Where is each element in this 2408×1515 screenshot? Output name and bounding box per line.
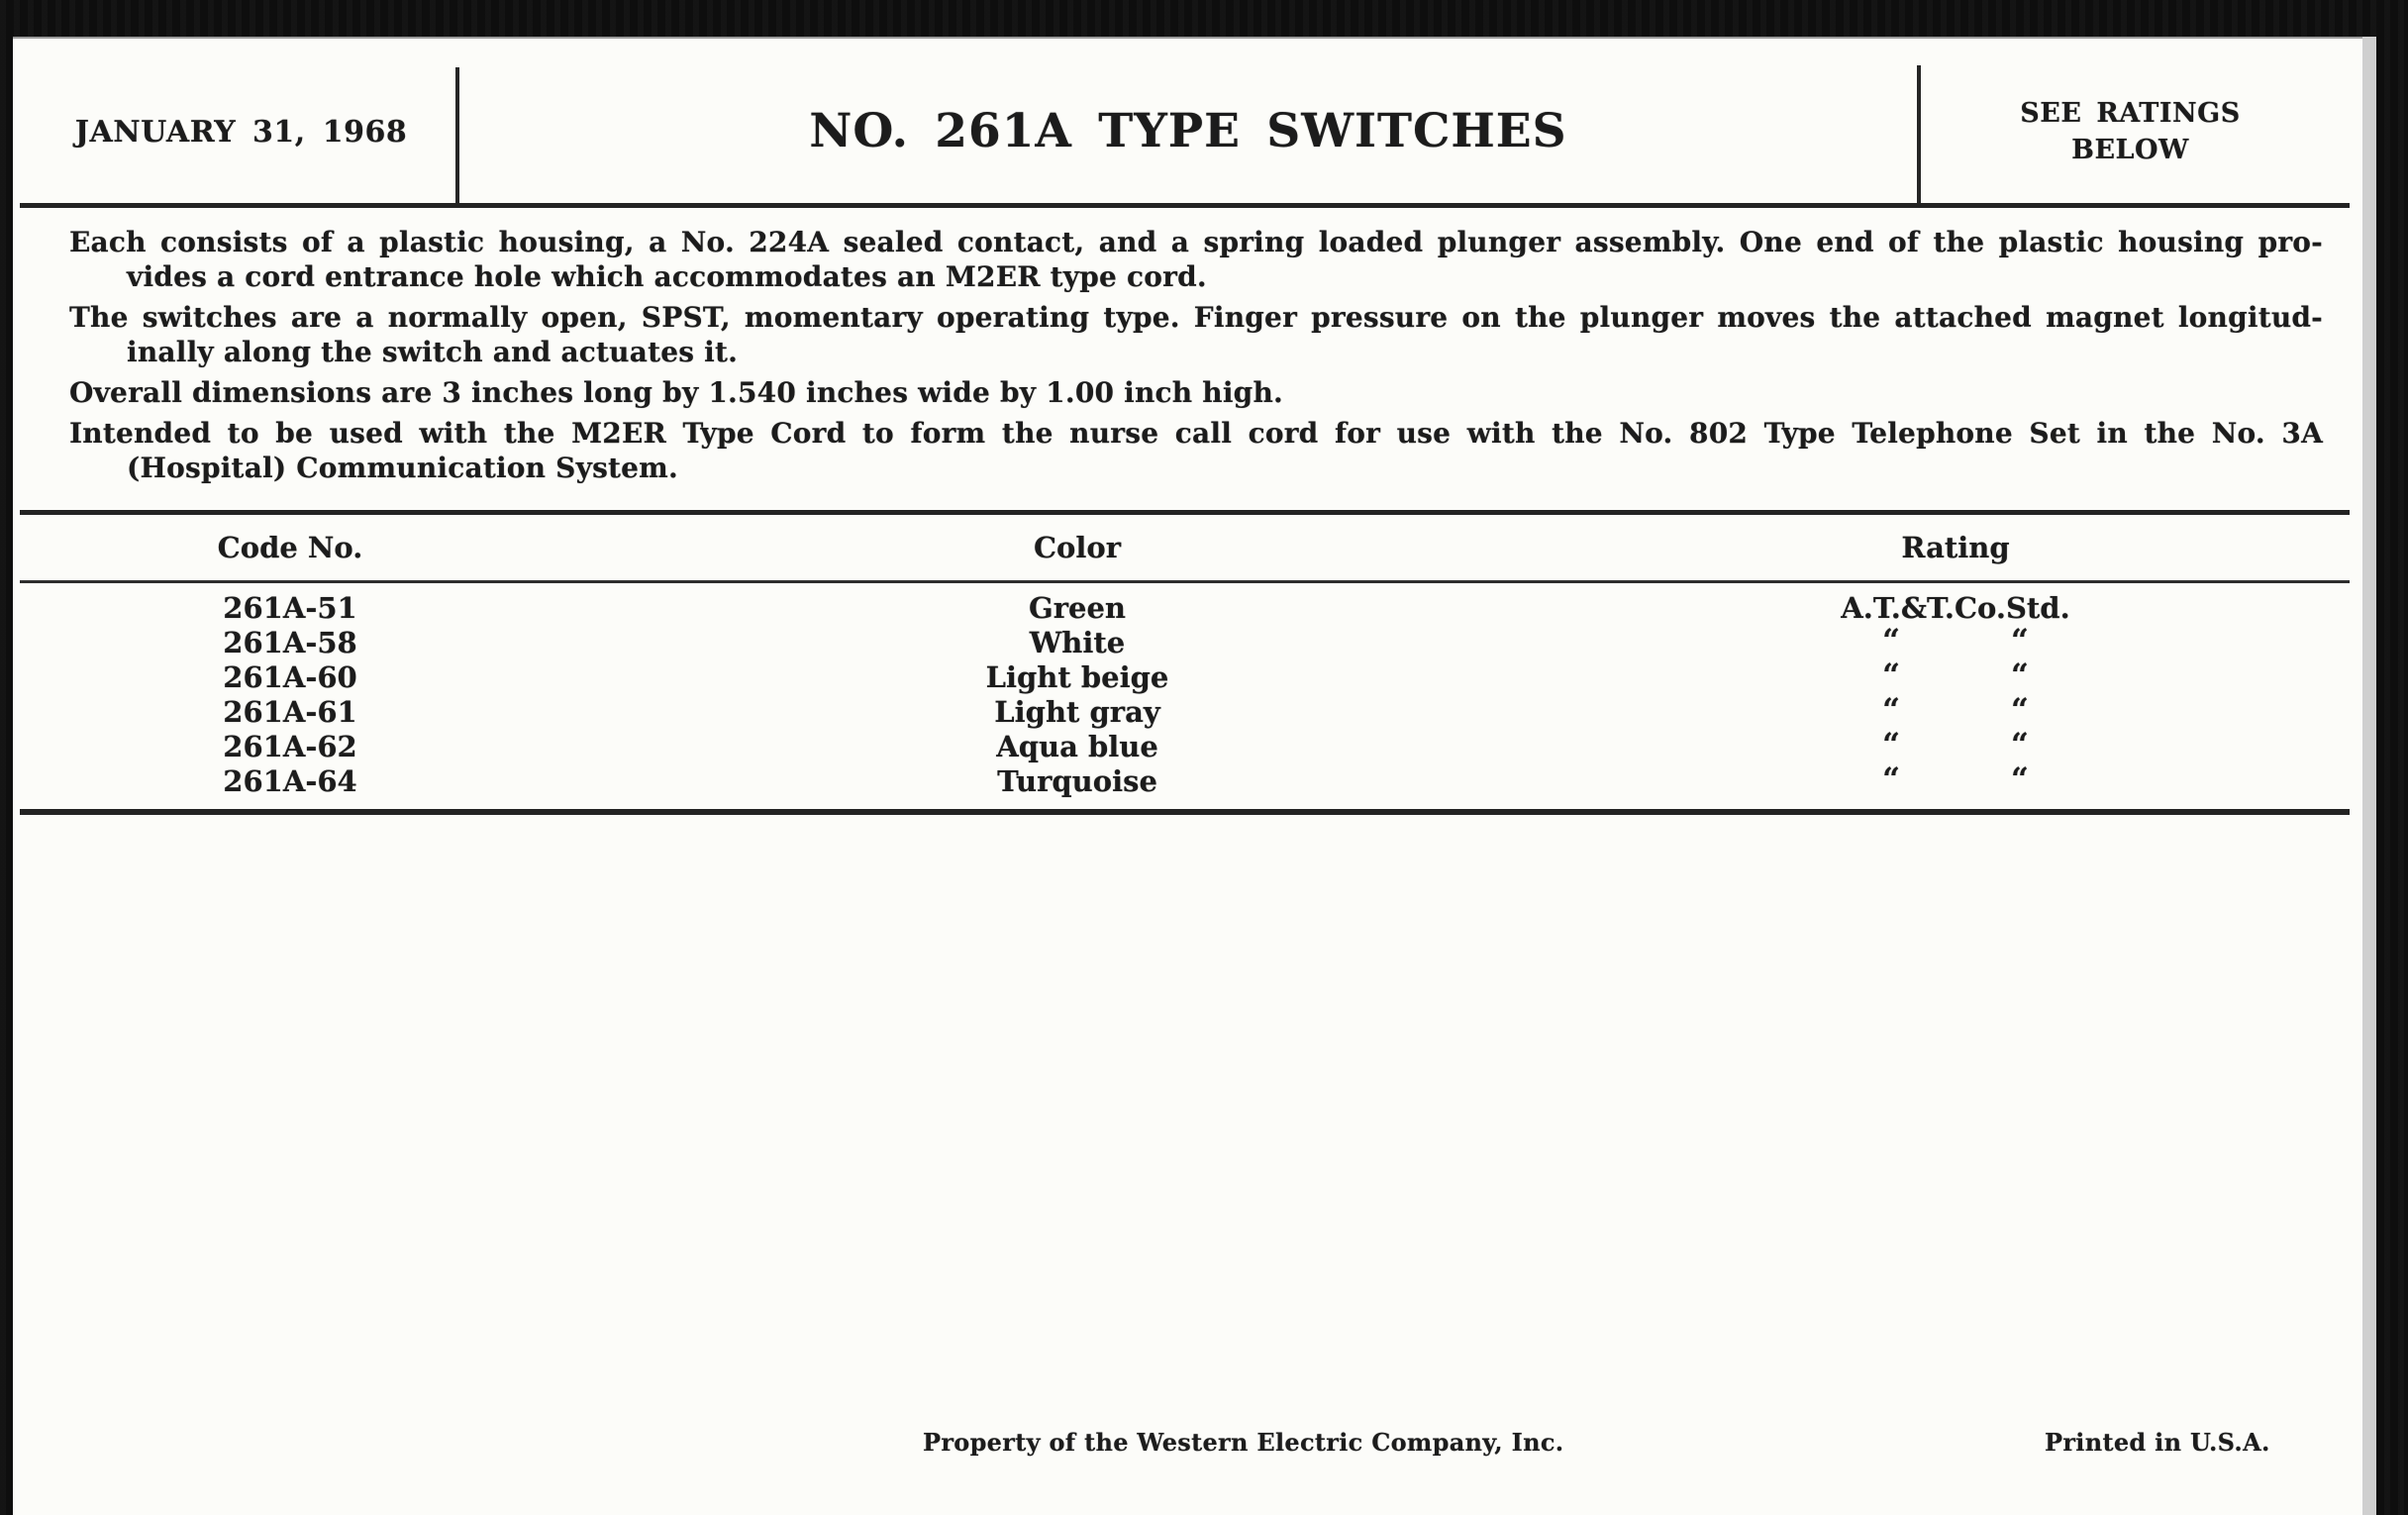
- table-row: [20, 692, 2350, 730]
- ratings-note-line-2: BELOW: [2071, 135, 2189, 165]
- paragraph-line: inally along the switch and actuates it.: [127, 336, 739, 368]
- paragraph-line: Overall dimensions are 3 inches long by 1.540 inches wide by 1.00 inch high.: [69, 376, 1283, 409]
- description-section: [69, 225, 2323, 491]
- paragraph: [69, 416, 2323, 485]
- rating-cell-ditto: [1594, 692, 2317, 730]
- color-cell: Aqua blue: [996, 730, 1158, 763]
- code-cell: 261A-61: [223, 695, 357, 729]
- ditto-mark: “: [1882, 692, 1900, 728]
- paragraph: [69, 300, 2323, 369]
- property-notice: Property of the Western Electric Company, Inc.: [923, 1428, 1564, 1457]
- table-row: [20, 727, 2350, 764]
- ditto-mark: “: [2011, 657, 2029, 693]
- table-header-rule: [20, 580, 2350, 583]
- code-cell: 261A-64: [223, 764, 357, 798]
- table-bottom-rule: [20, 809, 2350, 815]
- ratings-table: [20, 510, 2350, 815]
- ditto-mark: “: [1882, 657, 1900, 693]
- code-cell: 261A-58: [223, 626, 357, 659]
- ditto-mark: “: [2011, 623, 2029, 658]
- ditto-mark: “: [1882, 727, 1900, 762]
- table-row: [20, 761, 2350, 799]
- rating-cell-ditto: [1594, 761, 2317, 799]
- color-cell: Turquoise: [997, 764, 1157, 798]
- ratings-note-line-1: SEE RATINGS: [2020, 98, 2241, 129]
- column-header-color: Color: [1033, 531, 1122, 564]
- column-header-rating: Rating: [1901, 531, 2010, 564]
- rating-cell-ditto: [1594, 727, 2317, 764]
- paragraph-line: (Hospital) Communication System.: [127, 452, 678, 484]
- code-cell: 261A-51: [223, 591, 357, 625]
- color-cell: Green: [1028, 591, 1127, 625]
- header-rule: [20, 203, 2350, 208]
- table-row: [20, 623, 2350, 660]
- paragraph-line: Intended to be used with the M2ER Type Cord to form the nurse call cord for use with the No. 802 Type Telephone Set in the No. 3A: [69, 417, 2323, 450]
- printed-notice: Printed in U.S.A.: [2045, 1428, 2270, 1457]
- paragraph-line: The switches are a normally open, SPST, momentary operating type. Finger pressure on the plunger moves the attached magnet longitud-: [69, 301, 2323, 334]
- document-date: JANUARY 31, 1968: [74, 114, 408, 150]
- ditto-mark: “: [2011, 692, 2029, 728]
- table-header-row: [20, 515, 2350, 580]
- paragraph-line: vides a cord entrance hole which accommodates an M2ER type cord.: [127, 260, 1207, 293]
- document-page: [13, 37, 2376, 1515]
- color-cell: Light gray: [994, 695, 1160, 729]
- color-cell: Light beige: [985, 660, 1169, 694]
- table-row: [20, 591, 2350, 626]
- paragraph-line: Each consists of a plastic housing, a No. 224A sealed contact, and a spring loaded plunger assembly. One end of the plastic housing pro-: [69, 226, 2323, 258]
- paragraph: [69, 225, 2323, 294]
- ditto-mark: “: [1882, 623, 1900, 658]
- code-cell: 261A-62: [223, 730, 357, 763]
- table-row: [20, 657, 2350, 695]
- ditto-mark: “: [1882, 761, 1900, 797]
- column-header-code: Code No.: [217, 531, 363, 564]
- page-title: NO. 261A TYPE SWITCHES: [809, 103, 1567, 158]
- rating-cell: A.T.&T.Co.Std.: [1841, 591, 2070, 625]
- rating-cell-ditto: [1594, 657, 2317, 695]
- ratings-note: [1921, 66, 2340, 197]
- code-cell: 261A-60: [223, 660, 357, 694]
- color-cell: White: [1029, 626, 1126, 659]
- table-body: [20, 591, 2350, 799]
- rating-cell-ditto: [1594, 623, 2317, 660]
- ditto-mark: “: [2011, 727, 2029, 762]
- paragraph: [69, 375, 2323, 410]
- ditto-mark: “: [2011, 761, 2029, 797]
